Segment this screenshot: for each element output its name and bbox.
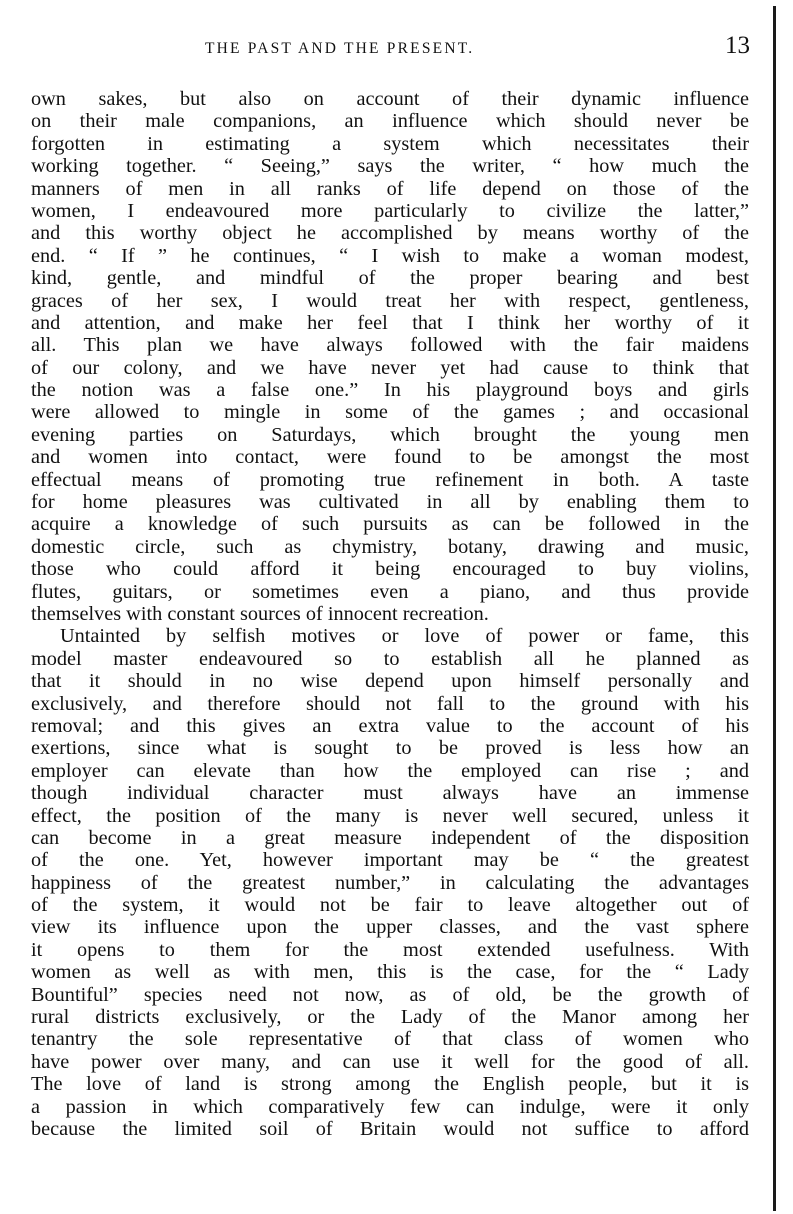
text-line: that it should in no wise depend upon himself personally and xyxy=(31,670,749,693)
text-line: women, I endeavoured more particularly to civilize the latter,” xyxy=(31,199,749,222)
text-line: on their male companions, an influence which should never be xyxy=(31,110,749,133)
text-line: working together. “ Seeing,” says the writer, “ how much the xyxy=(31,155,749,178)
text-line: model master endeavoured so to establish all he planned as xyxy=(31,647,749,670)
page-number: 13 xyxy=(725,32,750,59)
text-line: evening parties on Saturdays, which brought the young men xyxy=(31,423,749,446)
text-line: Untainted by selfish motives or love of power or fame, this xyxy=(60,625,749,648)
text-line: exclusively, and therefore should not fall to the ground with his xyxy=(31,692,749,715)
page-edge-rule xyxy=(773,6,776,1211)
body-text xyxy=(31,88,749,1140)
text-line: employer can elevate than how the employed can rise ; and xyxy=(31,759,749,782)
text-line: The love of land is strong among the English people, but it is xyxy=(31,1073,749,1096)
text-line: flutes, guitars, or sometimes even a piano, and thus provide xyxy=(31,580,749,603)
text-line: kind, gentle, and mindful of the proper bearing and best xyxy=(31,267,749,290)
text-line: it opens to them for the most extended usefulness. With xyxy=(31,938,749,961)
text-line: effect, the position of the many is never well secured, unless it xyxy=(31,804,749,827)
text-line: Bountiful” species need not now, as of old, be the growth of xyxy=(31,983,749,1006)
text-line: rural districts exclusively, or the Lady of the Manor among her xyxy=(31,1006,749,1029)
text-line: end. “ If ” he continues, “ I wish to make a woman modest, xyxy=(31,244,749,267)
text-line: have power over many, and can use it well for the good of all. xyxy=(31,1050,749,1073)
text-line: and this worthy object he accomplished by means worthy of the xyxy=(31,222,749,245)
text-line: of our colony, and we have never yet had cause to think that xyxy=(31,356,749,379)
text-line: removal; and this gives an extra value to the account of his xyxy=(31,714,749,737)
text-line: view its influence upon the upper classes, and the vast sphere xyxy=(31,916,749,939)
text-line: a passion in which comparatively few can indulge, were it only xyxy=(31,1095,749,1118)
text-line: the notion was a false one.” In his playground boys and girls xyxy=(31,379,749,402)
running-head: THE PAST AND THE PRESENT. xyxy=(205,40,475,57)
text-line: forgotten in estimating a system which necessitates their xyxy=(31,132,749,155)
paragraph xyxy=(31,88,749,625)
text-line: and attention, and make her feel that I think her worthy of it xyxy=(31,311,749,334)
text-line: exertions, since what is sought to be proved is less how an xyxy=(31,737,749,760)
text-line: were allowed to mingle in some of the games ; and occasional xyxy=(31,401,749,424)
text-line: acquire a knowledge of such pursuits as can be followed in the xyxy=(31,513,749,536)
text-line: own sakes, but also on account of their dynamic influence xyxy=(31,88,749,110)
text-line: because the limited soil of Britain would not suffice to afford xyxy=(31,1117,749,1140)
text-line: of the one. Yet, however important may be “ the greatest xyxy=(31,849,749,872)
text-line: can become in a great measure independent of the disposition xyxy=(31,826,749,849)
page-header xyxy=(30,32,752,62)
text-line: all. This plan we have always followed with the fair maidens xyxy=(31,334,749,357)
text-line: effectual means of promoting true refinement in both. A taste xyxy=(31,468,749,491)
text-line: happiness of the greatest number,” in calculating the advantages xyxy=(31,871,749,894)
text-line: for home pleasures was cultivated in all by enabling them to xyxy=(31,491,749,514)
text-line: of the system, it would not be fair to leave altogether out of xyxy=(31,894,749,917)
text-line: domestic circle, such as chymistry, botany, drawing and music, xyxy=(31,535,749,558)
text-line: graces of her sex, I would treat her with respect, gentleness, xyxy=(31,289,749,312)
text-line: women as well as with men, this is the case, for the “ Lady xyxy=(31,961,749,984)
text-line: though individual character must always have an immense xyxy=(31,782,749,805)
text-line: themselves with constant sources of innocent recreation. xyxy=(31,602,489,625)
text-line: manners of men in all ranks of life depend on those of the xyxy=(31,177,749,200)
text-line: and women into contact, were found to be amongst the most xyxy=(31,446,749,469)
paragraph xyxy=(31,625,749,1140)
text-line: those who could afford it being encouraged to buy violins, xyxy=(31,558,749,581)
text-line: tenantry the sole representative of that class of women who xyxy=(31,1028,749,1051)
